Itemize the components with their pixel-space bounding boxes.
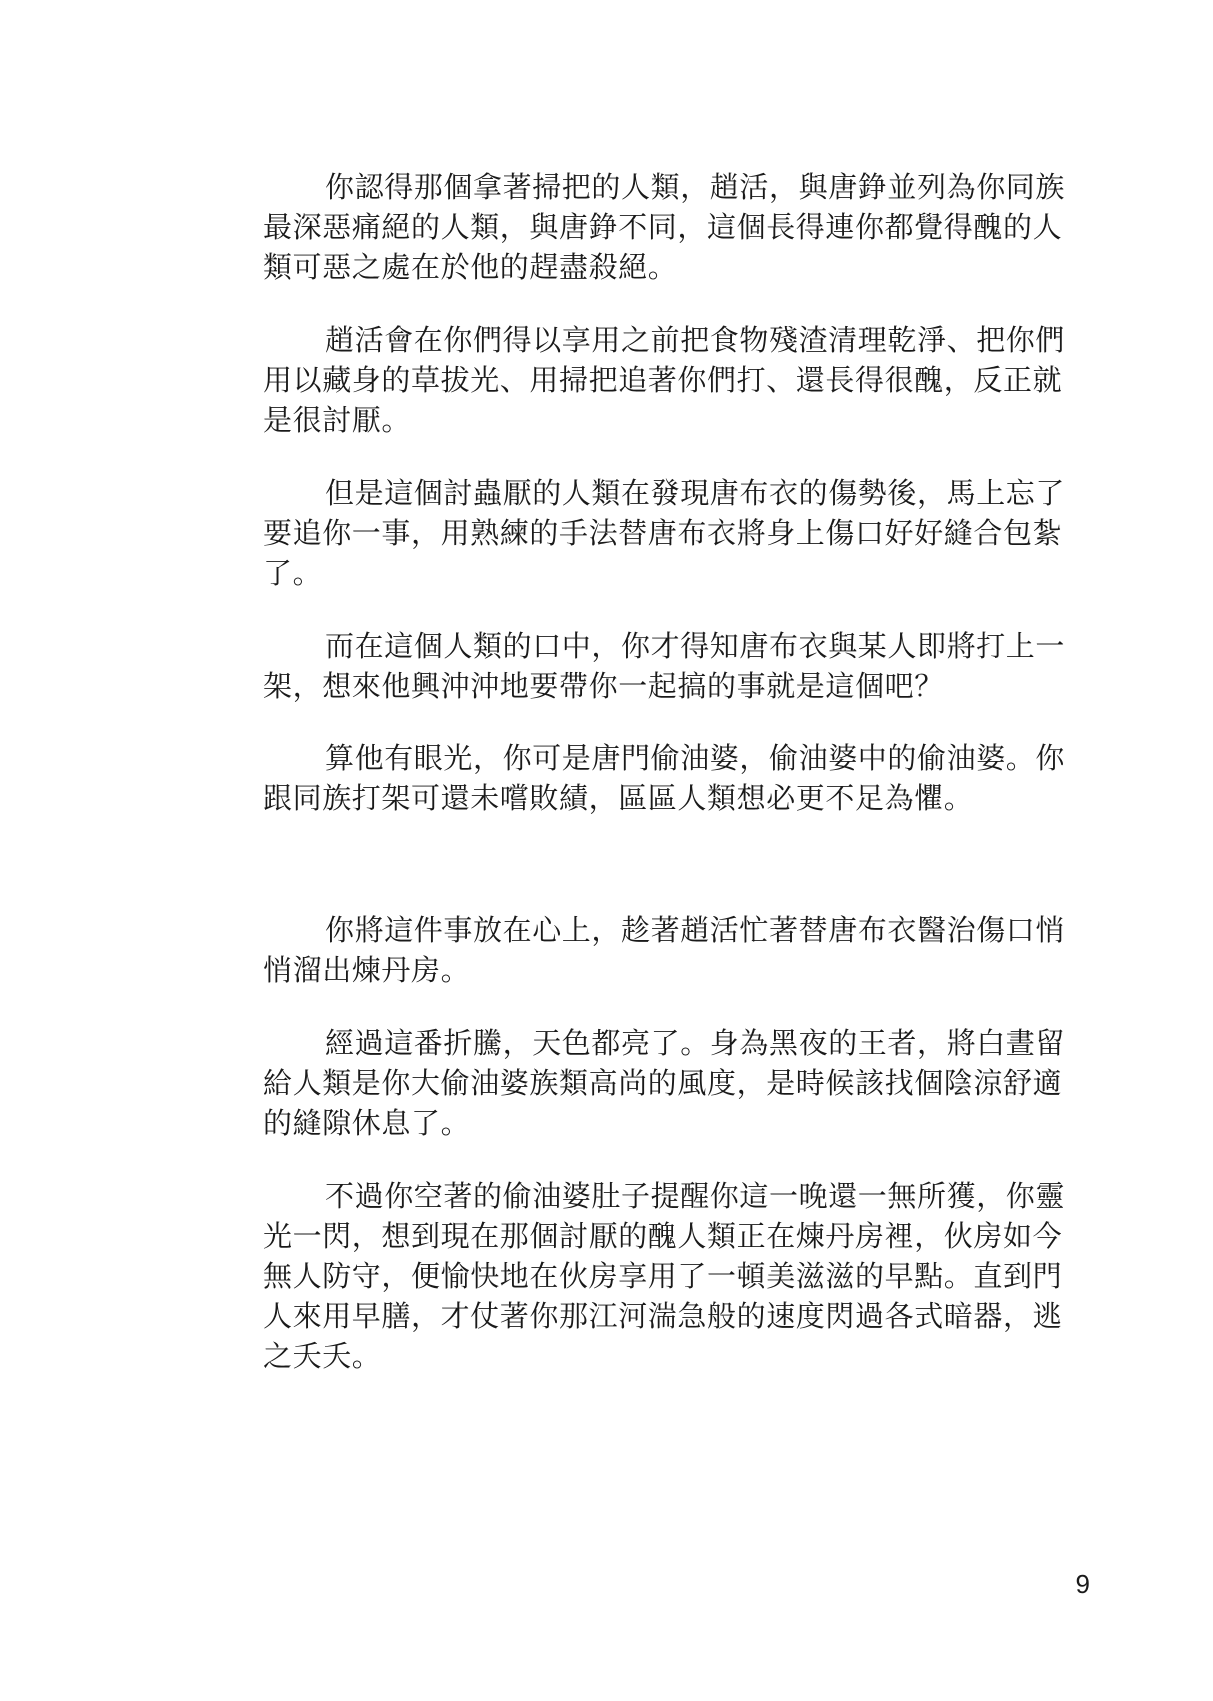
body-paragraph xyxy=(263,167,1073,287)
paragraph-text: 趙活會在你們得以享用之前把食物殘渣清理乾淨、把你們用以藏身的草拔光、用掃把追著你們打、還長得很醜，反正就是很討厭。 xyxy=(263,323,1066,437)
body-paragraph xyxy=(263,1023,1073,1143)
body-paragraph xyxy=(263,626,1073,706)
paragraph-text: 不過你空著的偷油婆肚子提醒你這一晚還一無所獲，你靈光一閃，想到現在那個討厭的醜人類正在煉丹房裡，伙房如今無人防守，便愉快地在伙房享用了一頓美滋滋的早點。直到門人來用早膳，才仗著你那江河湍急般的速度閃過各式暗器，逃之夭夭。 xyxy=(263,1179,1066,1373)
body-paragraph xyxy=(263,910,1073,990)
body-paragraph xyxy=(263,738,1073,818)
paragraph-text: 你將這件事放在心上，趁著趙活忙著替唐布衣醫治傷口悄悄溜出煉丹房。 xyxy=(263,913,1066,987)
paragraph-text: 而在這個人類的口中，你才得知唐布衣與某人即將打上一架，想來他興沖沖地要帶你一起搞的事就是這個吧？ xyxy=(263,629,1066,703)
body-paragraph xyxy=(263,320,1073,440)
body-paragraph xyxy=(263,473,1073,593)
paragraph-text: 但是這個討蟲厭的人類在發現唐布衣的傷勢後，馬上忘了要追你一事，用熟練的手法替唐布衣將身上傷口好好縫合包紮了。 xyxy=(263,476,1066,590)
paragraph-text: 你認得那個拿著掃把的人類，趙活，與唐錚並列為你同族最深惡痛絕的人類，與唐錚不同，這個長得連你都覺得醜的人類可惡之處在於他的趕盡殺絕。 xyxy=(263,170,1066,284)
body-paragraph xyxy=(263,1176,1073,1376)
page-number: 9 xyxy=(1075,1569,1090,1599)
paragraph-text: 算他有眼光，你可是唐門偷油婆，偷油婆中的偷油婆。你跟同族打架可還未嚐敗績，區區人類想必更不足為懼。 xyxy=(263,741,1066,815)
paragraph-text: 經過這番折騰，天色都亮了。身為黑夜的王者，將白晝留給人類是你大偷油婆族類高尚的風度，是時候該找個陰涼舒適的縫隙休息了。 xyxy=(263,1026,1066,1140)
